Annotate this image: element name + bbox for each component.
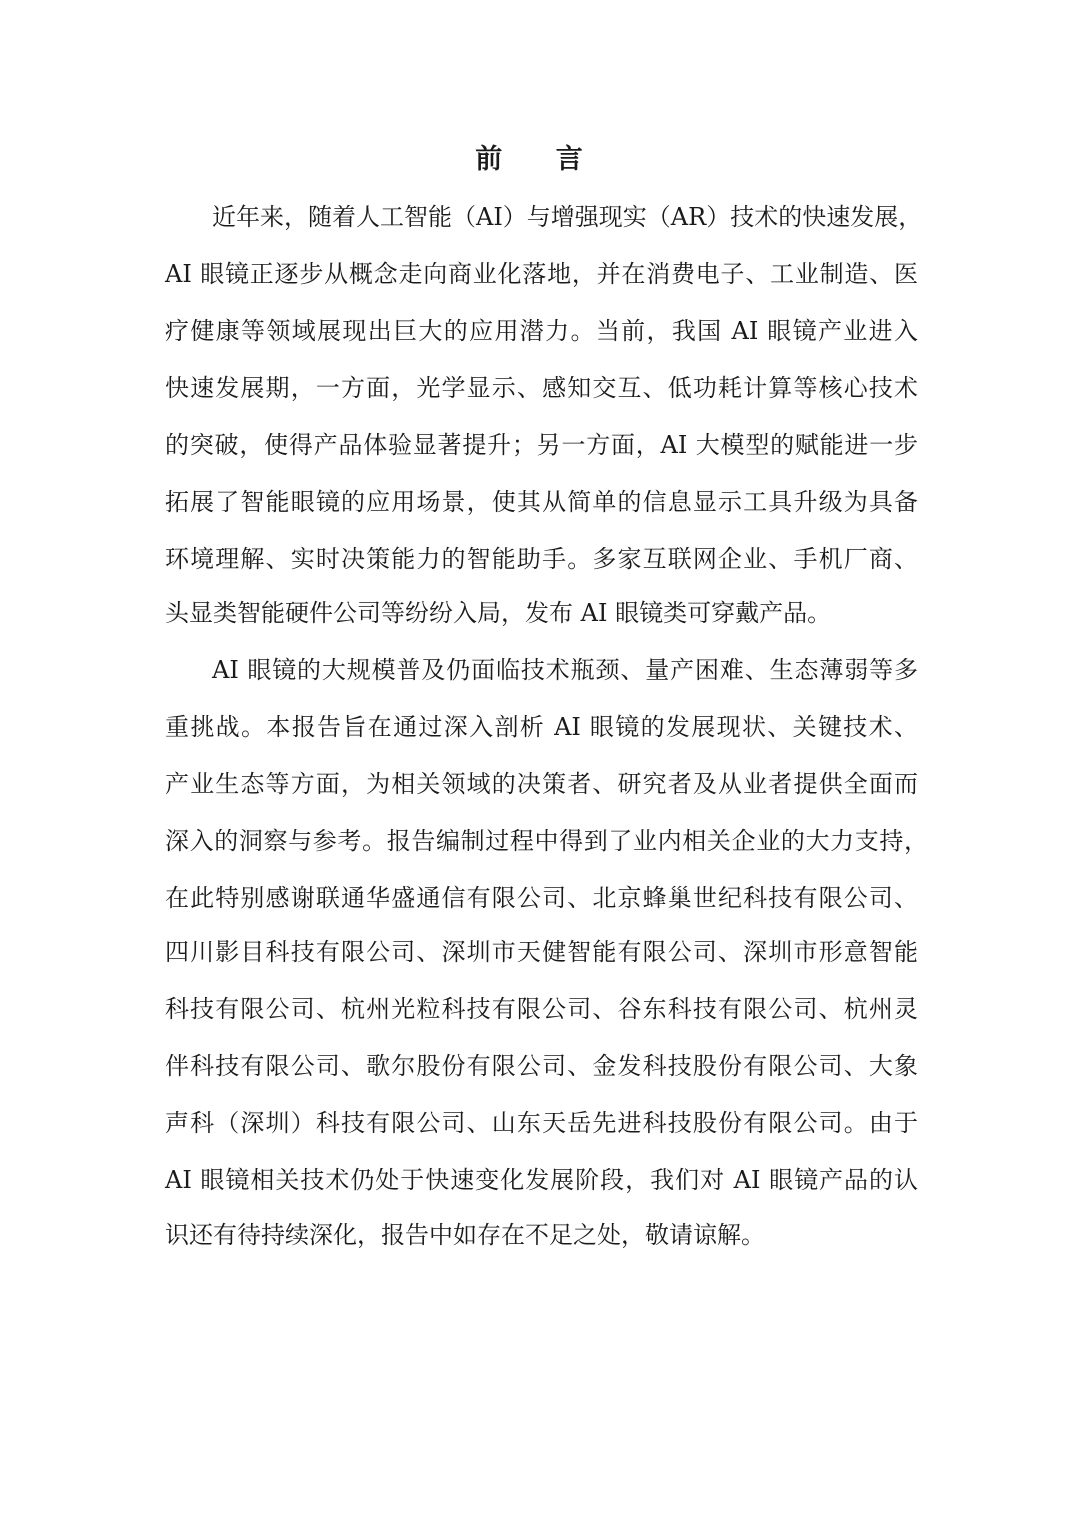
- paragraph-2-line-9: 声科（深圳）科技有限公司、山东天岳先进科技股份有限公司。由于: [165, 1109, 918, 1137]
- paragraph-1-line-1: 近年来，随着人工智能（AI）与增强现实（AR）技术的快速发展，: [212, 203, 923, 231]
- paragraph-1-line-7: 环境理解、实时决策能力的智能助手。多家互联网企业、手机厂商、: [165, 545, 918, 573]
- paragraph-1-line-2: AI 眼镜正逐步从概念走向商业化落地，并在消费电子、工业制造、医: [165, 260, 918, 288]
- paragraph-2-line-4: 深入的洞察与参考。报告编制过程中得到了业内相关企业的大力支持，: [165, 827, 928, 855]
- paragraph-1-line-3: 疗健康等领域展现出巨大的应用潜力。当前，我国 AI 眼镜产业进入: [165, 317, 918, 345]
- paragraph-1-line-4: 快速发展期，一方面，光学显示、感知交互、低功耗计算等核心技术: [165, 374, 918, 402]
- paragraph-2-line-7: 科技有限公司、杭州光粒科技有限公司、谷东科技有限公司、杭州灵: [165, 995, 918, 1023]
- paragraph-2-line-5: 在此特别感谢联通华盛通信有限公司、北京蜂巢世纪科技有限公司、: [165, 884, 918, 912]
- paragraph-1-line-5: 的突破，使得产品体验显著提升；另一方面，AI 大模型的赋能进一步: [165, 431, 918, 459]
- paragraph-2-line-3: 产业生态等方面，为相关领域的决策者、研究者及从业者提供全面而: [165, 770, 918, 798]
- paragraph-2-line-10: AI 眼镜相关技术仍处于快速变化发展阶段，我们对 AI 眼镜产品的认: [165, 1166, 918, 1194]
- paragraph-1-line-8: 头显类智能硬件公司等纷纷入局，发布 AI 眼镜类可穿戴产品。: [165, 599, 832, 627]
- paragraph-2-line-6: 四川影目科技有限公司、深圳市天健智能有限公司、深圳市形意智能: [165, 938, 918, 966]
- paragraph-2-line-11: 识还有待持续深化，报告中如存在不足之处，敬请谅解。: [165, 1221, 765, 1249]
- paragraph-2-line-2: 重挑战。本报告旨在通过深入剖析 AI 眼镜的发展现状、关键技术、: [165, 713, 918, 741]
- page-title: 前 言: [475, 144, 605, 175]
- paragraph-2-line-1: AI 眼镜的大规模普及仍面临技术瓶颈、量产困难、生态薄弱等多: [212, 656, 918, 684]
- paragraph-1-line-6: 拓展了智能眼镜的应用场景，使其从简单的信息显示工具升级为具备: [165, 488, 918, 516]
- paragraph-2-line-8: 伴科技有限公司、歌尔股份有限公司、金发科技股份有限公司、大象: [165, 1052, 918, 1080]
